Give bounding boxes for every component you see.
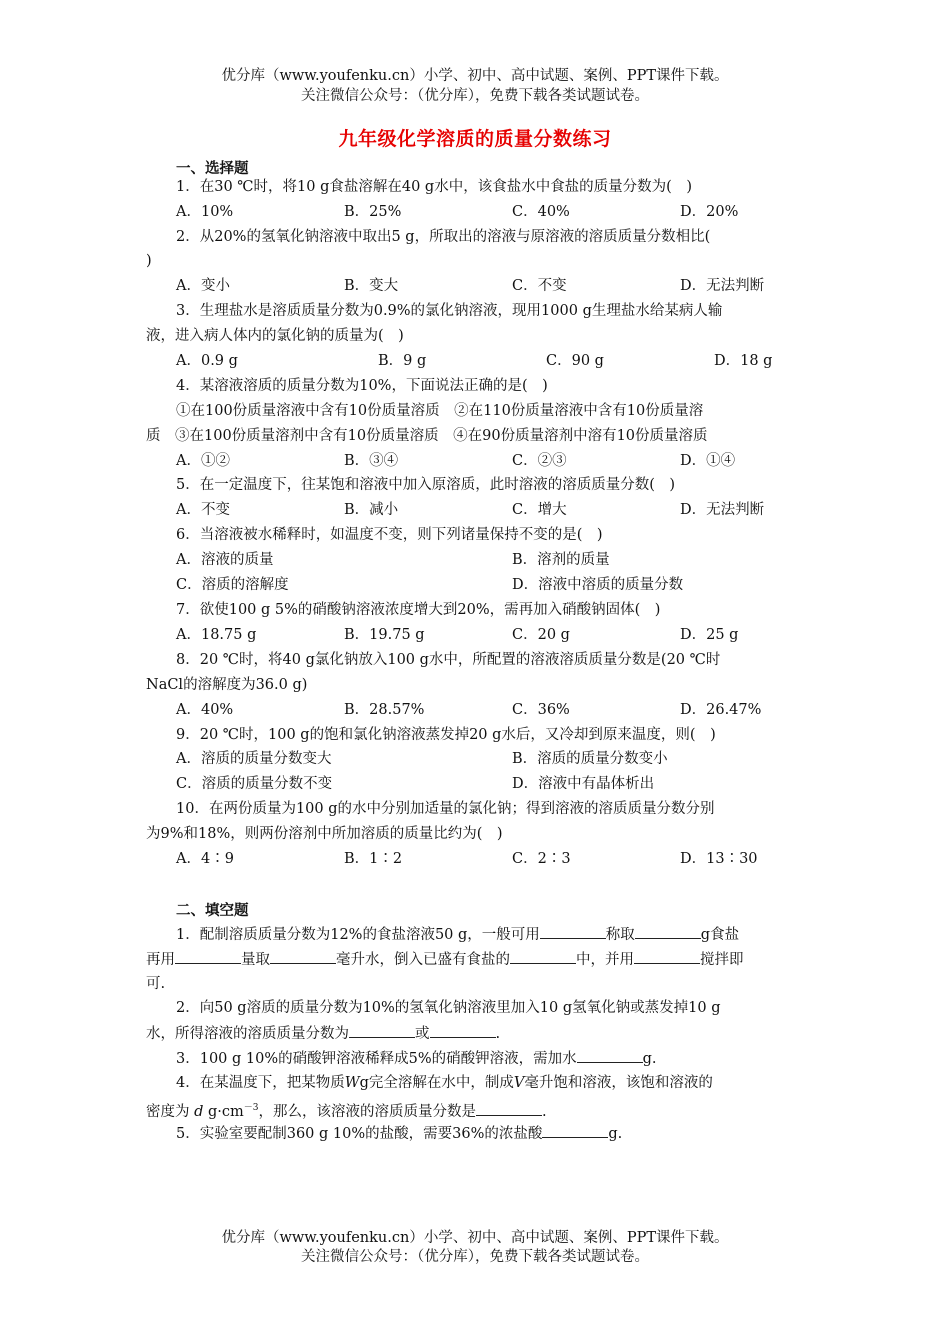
q8-option-c: C．36% — [512, 702, 570, 718]
q3-option-b: B．9 g — [378, 353, 427, 369]
q3-option-d: D．18 g — [714, 353, 773, 369]
q8-stem: 8．20 ℃时，将40 g氯化钠放入100 g水中，所配置的溶液溶质质量分数是(20 ℃时 — [176, 652, 721, 668]
q1-option-d: D．20% — [680, 204, 739, 220]
fill1-text: 中，并用 — [576, 952, 634, 968]
fill1-blank-5[interactable] — [510, 949, 576, 964]
fill1-blank-3[interactable] — [175, 949, 241, 964]
q7-stem: 7．欲使100 g 5%的硝酸钠溶液浓度增大到20%，需再加入硝酸钠固体( ) — [176, 602, 661, 618]
fill1-text: 搅拌即 — [700, 952, 744, 968]
q4-option-d: D．①④ — [680, 453, 736, 469]
fill1-text: g食盐 — [700, 927, 740, 943]
q5-option-a: A．不变 — [176, 502, 230, 518]
q4-option-c: C．②③ — [512, 453, 567, 469]
fill4-text: 4．在某温度下，把某物质 — [176, 1075, 345, 1091]
q6-option-a: A．溶液的质量 — [176, 552, 274, 568]
q9-option-c: C．溶质的质量分数不变 — [176, 776, 333, 792]
fill1-blank-2[interactable] — [635, 924, 701, 939]
fill2-line1: 2．向50 g溶质的质量分数为10%的氢氧化钠溶液里加入10 g氢氧化钠或蒸发掉10 g — [176, 1000, 721, 1016]
q3-stem: 3．生理盐水是溶质质量分数为0.9%的氯化钠溶液，现用1000 g生理盐水给某病人输 — [176, 303, 723, 319]
fill4-exponent: －3 — [243, 1103, 259, 1113]
q10-stem-cont: 为9%和18%，则两份溶剂中所加溶质的质量比约为( ) — [146, 826, 503, 842]
fill1-line2 — [146, 949, 744, 970]
q3-option-a: A．0.9 g — [176, 353, 238, 369]
footer-line-2: 关注微信公众号：（优分库），免费下载各类试题试卷。 — [301, 1249, 649, 1265]
q2-option-a: A．变小 — [176, 278, 230, 294]
fill2-text: . — [495, 1026, 501, 1042]
page-title: 九年级化学溶质的质量分数练习 — [338, 128, 612, 150]
fill1-blank-1[interactable] — [540, 924, 606, 939]
q5-option-d: D．无法判断 — [680, 502, 765, 518]
q8-stem-cont: NaCl的溶解度为36.0 g) — [146, 677, 308, 693]
q9-option-b: B．溶质的质量分数变小 — [512, 751, 668, 767]
q4-option-a: A．①② — [176, 453, 230, 469]
fill1-text: 量取 — [241, 952, 270, 968]
fill1-line3: 可. — [146, 976, 166, 992]
fill2-text: 水，所得溶液的溶质质量分数为 — [146, 1026, 349, 1042]
q7-option-b: B．19.75 g — [344, 627, 425, 643]
q1-option-c: C．40% — [512, 204, 570, 220]
q8-option-a: A．40% — [176, 702, 234, 718]
q6-stem: 6．当溶液被水稀释时，如温度不变，则下列诸量保持不变的是( ) — [176, 527, 603, 543]
q6-option-b: B．溶剂的质量 — [512, 552, 610, 568]
fill4-var-v: V — [513, 1075, 525, 1091]
fill5-blank[interactable] — [542, 1123, 608, 1138]
fill4-line1 — [176, 1073, 713, 1093]
q2-stem: 2．从20%的氢氧化钠溶液中取出5 g，所取出的溶液与原溶液的溶质质量分数相比( — [176, 229, 711, 245]
q10-option-b: B．1∶2 — [344, 851, 403, 867]
q3-stem-cont: 液，进入病人体内的氯化钠的质量为( ) — [146, 328, 404, 344]
q1-stem: 1．在30 ℃时，将10 g食盐溶解在40 g水中，该食盐水中食盐的质量分数为( ) — [176, 179, 693, 195]
fill1-blank-6[interactable] — [634, 949, 700, 964]
q4-statements-cont: 质 ③在100份质量溶剂中含有10份质量溶质 ④在90份质量溶剂中溶有10份质量溶质 — [146, 428, 708, 444]
fill2-line2 — [146, 1023, 500, 1044]
q2-stem-cont: ) — [146, 253, 152, 269]
header-line-2: 关注微信公众号：（优分库），免费下载各类试题试卷。 — [301, 88, 649, 104]
fill5-line — [176, 1123, 622, 1144]
fill4-line2 — [146, 1098, 547, 1122]
fill2-blank-2[interactable] — [430, 1023, 496, 1038]
q10-stem: 10．在两份质量为100 g的水中分别加适量的氯化钠；得到溶液的溶质质量分数分别 — [176, 801, 715, 817]
q4-stem: 4．某溶液溶质的质量分数为10%，下面说法正确的是( ) — [176, 378, 548, 394]
q7-option-d: D．25 g — [680, 627, 739, 643]
section-fill-heading: 二、填空题 — [176, 902, 249, 919]
fill4-text: 密度为 — [146, 1103, 190, 1120]
fill4-var-w: W — [344, 1075, 360, 1091]
q2-option-b: B．变大 — [344, 278, 399, 294]
fill1-text: 1．配制溶质质量分数为12%的食盐溶液50 g，一般可用 — [176, 927, 540, 943]
fill1-line1 — [176, 924, 739, 945]
q5-option-b: B．减小 — [344, 502, 399, 518]
fill4-text: ，那么，该溶液的溶质质量分数是 — [258, 1103, 477, 1120]
q5-option-c: C．增大 — [512, 502, 567, 518]
q10-option-c: C．2∶3 — [512, 851, 571, 867]
fill3-text: g. — [642, 1051, 657, 1067]
q1-option-a: A．10% — [176, 204, 234, 220]
fill5-text: 5．实验室要配制360 g 10%的盐酸，需要36%的浓盐酸 — [176, 1126, 543, 1142]
q10-option-d: D．13∶30 — [680, 851, 758, 867]
q8-option-b: B．28.57% — [344, 702, 425, 718]
q2-option-d: D．无法判断 — [680, 278, 765, 294]
fill3-line — [176, 1048, 657, 1069]
fill5-text: g. — [608, 1126, 623, 1142]
q2-option-c: C．不变 — [512, 278, 567, 294]
q9-option-a: A．溶质的质量分数变大 — [176, 751, 332, 767]
fill4-text: g·cm — [208, 1103, 244, 1120]
q9-stem: 9．20 ℃时，100 g的饱和氯化钠溶液蒸发掉20 g水后，又冷却到原来温度，则( ) — [176, 727, 716, 743]
fill3-blank[interactable] — [577, 1048, 643, 1063]
fill1-blank-4[interactable] — [270, 949, 336, 964]
q9-option-d: D．溶液中有晶体析出 — [512, 776, 655, 792]
fill4-text: . — [542, 1103, 547, 1120]
section-choice-heading: 一、选择题 — [176, 160, 249, 177]
fill4-text: 毫升饱和溶液，该饱和溶液的 — [524, 1075, 713, 1091]
fill4-var-d: d — [194, 1103, 204, 1120]
q3-option-c: C．90 g — [546, 353, 604, 369]
fill1-text: 称取 — [605, 927, 635, 943]
fill2-text: 或 — [415, 1026, 430, 1042]
q8-option-d: D．26.47% — [680, 702, 762, 718]
q6-option-c: C．溶质的溶解度 — [176, 577, 289, 593]
q4-option-b: B．③④ — [344, 453, 399, 469]
fill4-text: g完全溶解在水中，制成 — [359, 1075, 514, 1091]
fill1-text: 再用 — [146, 952, 175, 968]
q5-stem: 5．在一定温度下，往某饱和溶液中加入原溶质，此时溶液的溶质质量分数( ) — [176, 477, 676, 493]
q7-option-a: A．18.75 g — [176, 627, 257, 643]
fill4-blank[interactable] — [476, 1101, 542, 1116]
fill3-text: 3．100 g 10%的硝酸钾溶液稀释成5%的硝酸钾溶液，需加水 — [176, 1051, 577, 1067]
q1-option-b: B．25% — [344, 204, 402, 220]
q4-statements: ①在100份质量溶液中含有10份质量溶质 ②在110份质量溶液中含有10份质量溶 — [176, 403, 704, 419]
fill1-text: 毫升水，倒入已盛有食盐的 — [336, 952, 510, 968]
q6-option-d: D．溶液中溶质的质量分数 — [512, 577, 684, 593]
q10-option-a: A．4∶9 — [176, 851, 234, 867]
footer-line-1: 优分库（www.youfenku.cn）小学、初中、高中试题、案例、PPT课件下载。 — [221, 1230, 729, 1246]
header-line-1: 优分库（www.youfenku.cn）小学、初中、高中试题、案例、PPT课件下载。 — [221, 68, 729, 84]
fill2-blank-1[interactable] — [349, 1023, 415, 1038]
q7-option-c: C．20 g — [512, 627, 570, 643]
